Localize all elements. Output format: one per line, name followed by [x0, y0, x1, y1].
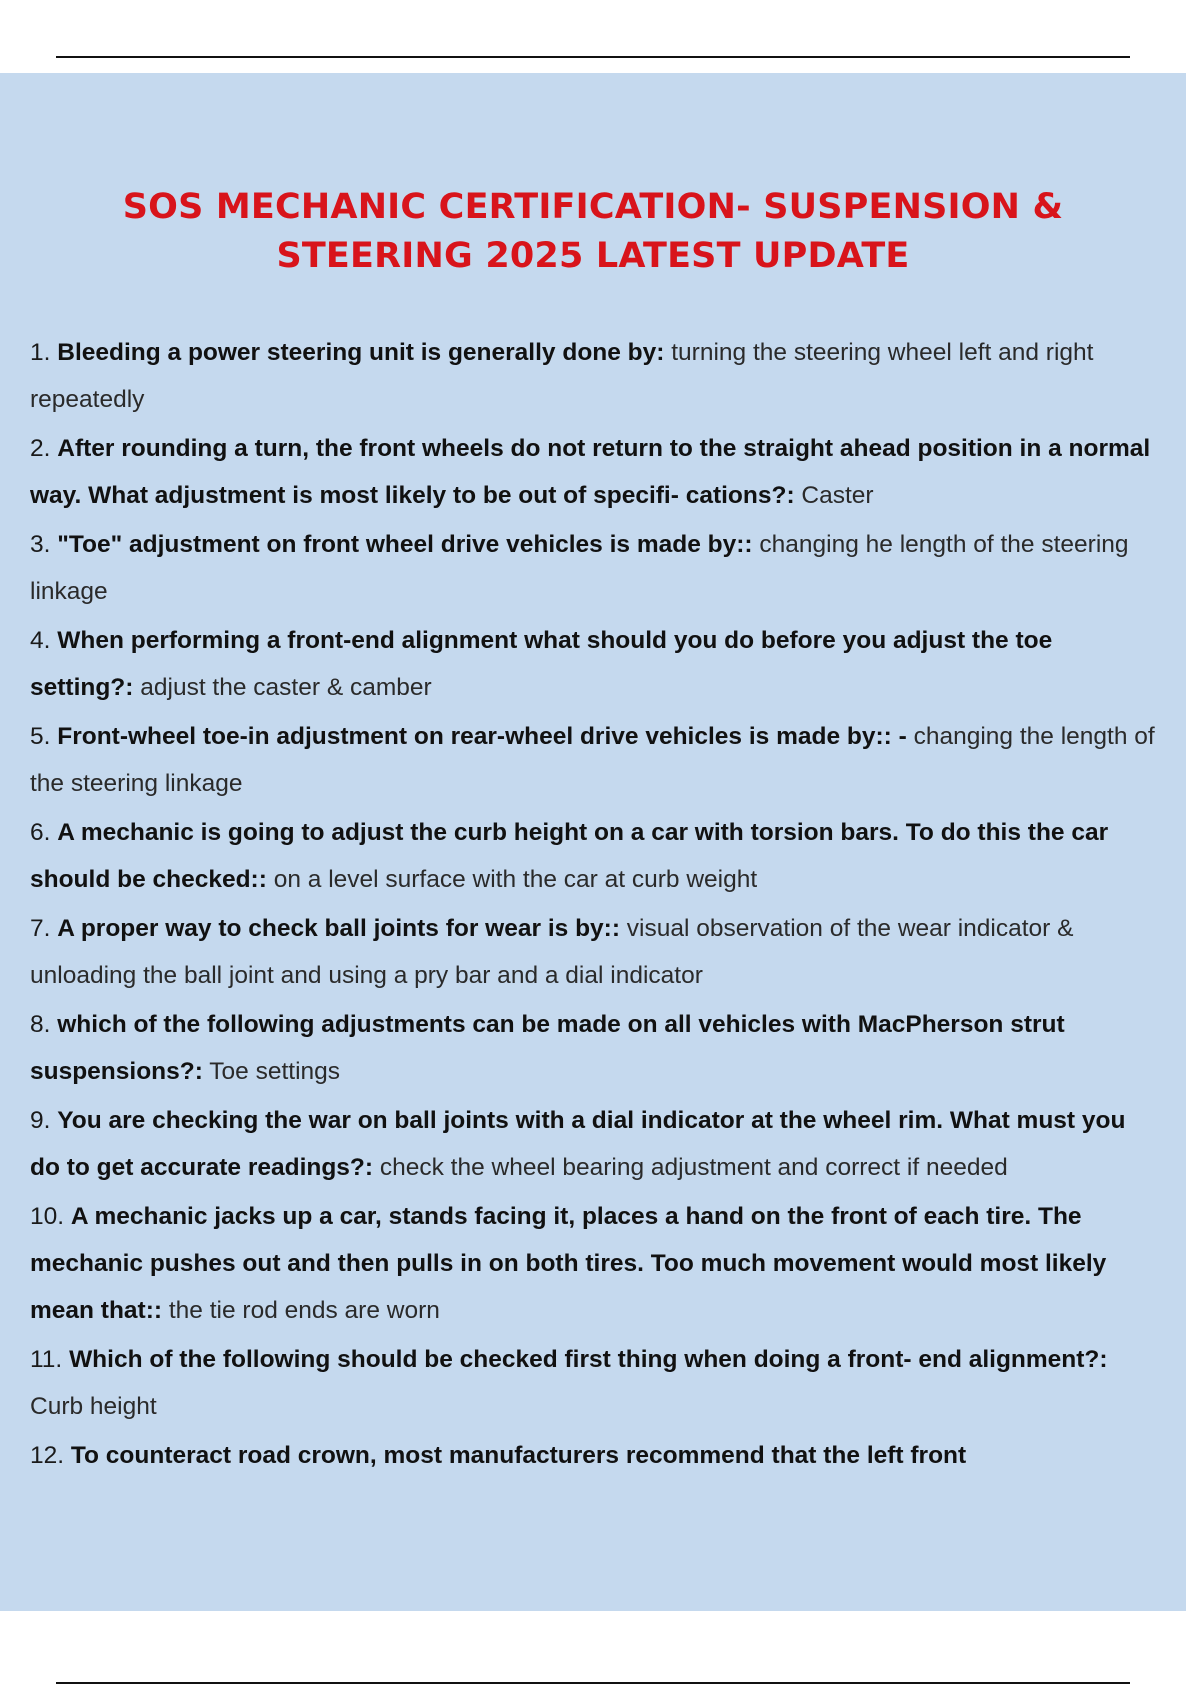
qa-list: [30, 329, 1156, 1479]
qa-question: When performing a front-end alignment what should you do before you adjust the toe setting?:: [30, 627, 1053, 701]
qa-item-4: [30, 617, 1156, 711]
qa-question: Front-wheel toe-in adjustment on rear-wheel drive vehicles is made by:: -: [57, 723, 907, 750]
top-rule: [56, 56, 1130, 58]
qa-item-9: [30, 1097, 1156, 1191]
qa-answer: changing he length of the steering linkage: [30, 531, 1129, 605]
qa-question: Bleeding a power steering unit is generally done by:: [57, 339, 665, 366]
qa-item-3: [30, 521, 1156, 615]
qa-number: 6.: [30, 819, 51, 846]
qa-answer: visual observation of the wear indicator & unloading the ball joint and using a pry bar and a dial indicator: [30, 915, 1074, 989]
qa-item-6: [30, 809, 1156, 903]
qa-item-5: [30, 713, 1156, 807]
qa-number: 12.: [30, 1442, 65, 1469]
qa-number: 10.: [30, 1203, 65, 1230]
qa-number: 1.: [30, 339, 51, 366]
qa-number: 8.: [30, 1011, 51, 1038]
qa-item-7: [30, 905, 1156, 999]
document-title: [30, 183, 1156, 281]
qa-answer: changing the length of the steering linkage: [30, 723, 1155, 797]
qa-item-11: [30, 1336, 1156, 1430]
qa-question: A mechanic is going to adjust the curb height on a car with torsion bars. To do this the car should be checked::: [30, 819, 1109, 893]
qa-answer: turning the steering wheel left and right repeatedly: [30, 339, 1094, 413]
qa-number: 3.: [30, 531, 51, 558]
qa-number: 2.: [30, 435, 51, 462]
qa-question: You are checking the war on ball joints with a dial indicator at the wheel rim. What must you do to get accurate readings?:: [30, 1107, 1126, 1181]
qa-question: A mechanic jacks up a car, stands facing it, places a hand on the front of each tire. The mechanic pushes out and then pulls in on both tires. Too much movement would most likely mean that::: [30, 1203, 1107, 1324]
qa-question: A proper way to check ball joints for wear is by::: [57, 915, 620, 942]
qa-item-10: [30, 1193, 1156, 1334]
qa-answer: check the wheel bearing adjustment and correct if needed: [379, 1154, 1008, 1181]
qa-question: Which of the following should be checked first thing when doing a front- end alignment?:: [69, 1346, 1108, 1373]
qa-number: 7.: [30, 915, 51, 942]
qa-item-12: [30, 1432, 1156, 1479]
qa-answer: Toe settings: [209, 1058, 341, 1085]
qa-answer: the tie rod ends are worn: [168, 1297, 440, 1324]
qa-answer: adjust the caster & camber: [140, 674, 432, 701]
qa-question: After rounding a turn, the front wheels do not return to the straight ahead position in a normal way. What adjustment is most likely to be out of specifi- cations?:: [30, 435, 1151, 509]
qa-answer: Curb height: [30, 1393, 157, 1420]
document-panel: [0, 73, 1186, 1611]
qa-item-1: [30, 329, 1156, 423]
qa-number: 5.: [30, 723, 51, 750]
title-line-2: STEERING 2025 LATEST UPDATE: [276, 236, 910, 276]
qa-question: "Toe" adjustment on front wheel drive vehicles is made by::: [57, 531, 753, 558]
qa-number: 11.: [30, 1346, 63, 1373]
qa-answer: Caster: [801, 482, 874, 509]
qa-item-2: [30, 425, 1156, 519]
bottom-rule: [56, 1682, 1130, 1684]
qa-question: To counteract road crown, most manufacturers recommend that the left front: [70, 1442, 967, 1469]
qa-number: 9.: [30, 1107, 51, 1134]
qa-item-8: [30, 1001, 1156, 1095]
qa-number: 4.: [30, 627, 51, 654]
qa-question: which of the following adjustments can be made on all vehicles with MacPherson strut suspensions?:: [30, 1011, 1065, 1085]
qa-answer: on a level surface with the car at curb weight: [273, 866, 758, 893]
title-line-1: SOS MECHANIC CERTIFICATION- SUSPENSION &: [122, 187, 1064, 227]
